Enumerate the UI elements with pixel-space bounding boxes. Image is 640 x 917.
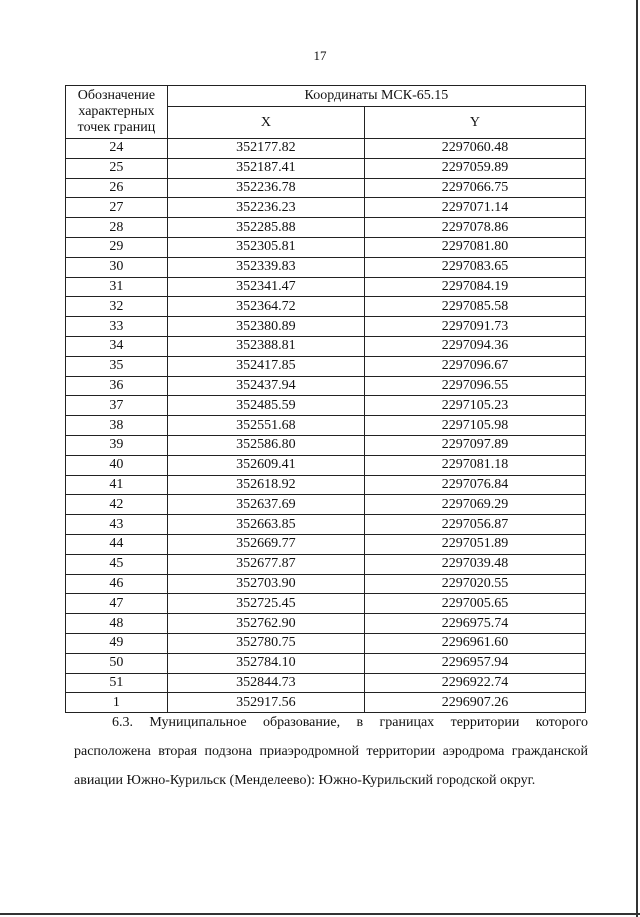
cell-x: 352485.59	[167, 396, 364, 416]
cell-y: 2297051.89	[364, 534, 585, 554]
cell-y: 2297105.98	[364, 416, 585, 436]
cell-x: 352364.72	[167, 297, 364, 317]
scan-edge-right	[636, 0, 638, 917]
cell-point: 27	[66, 198, 168, 218]
cell-x: 352236.78	[167, 178, 364, 198]
cell-x: 352703.90	[167, 574, 364, 594]
header-y: Y	[364, 107, 585, 139]
cell-x: 352669.77	[167, 534, 364, 554]
cell-point: 40	[66, 455, 168, 475]
cell-y: 2297105.23	[364, 396, 585, 416]
cell-point: 29	[66, 237, 168, 257]
table-row	[66, 317, 586, 337]
cell-y: 2297071.14	[364, 198, 585, 218]
table-row	[66, 614, 586, 634]
table-row	[66, 673, 586, 693]
cell-point: 30	[66, 257, 168, 277]
table-row	[66, 376, 586, 396]
cell-x: 352388.81	[167, 336, 364, 356]
table-row	[66, 574, 586, 594]
cell-y: 2297096.55	[364, 376, 585, 396]
table-row	[66, 495, 586, 515]
cell-x: 352417.85	[167, 356, 364, 376]
cell-point: 34	[66, 336, 168, 356]
cell-y: 2296961.60	[364, 633, 585, 653]
cell-y: 2296922.74	[364, 673, 585, 693]
table-row	[66, 594, 586, 614]
cell-y: 2297083.65	[364, 257, 585, 277]
cell-point: 41	[66, 475, 168, 495]
cell-point: 42	[66, 495, 168, 515]
cell-x: 352618.92	[167, 475, 364, 495]
cell-x: 352725.45	[167, 594, 364, 614]
table-row	[66, 455, 586, 475]
cell-x: 352551.68	[167, 416, 364, 436]
cell-x: 352285.88	[167, 218, 364, 238]
scan-edge-bottom	[0, 913, 640, 915]
cell-y: 2297094.36	[364, 336, 585, 356]
header-point-designation: Обозначение характерных точек границ	[66, 86, 168, 139]
cell-y: 2297085.58	[364, 297, 585, 317]
cell-y: 2296975.74	[364, 614, 585, 634]
table-row	[66, 416, 586, 436]
table-row	[66, 277, 586, 297]
cell-point: 35	[66, 356, 168, 376]
table-row	[66, 218, 586, 238]
cell-y: 2297084.19	[364, 277, 585, 297]
table-row	[66, 356, 586, 376]
cell-point: 33	[66, 317, 168, 337]
cell-y: 2296907.26	[364, 693, 585, 713]
cell-x: 352187.41	[167, 158, 364, 178]
cell-x: 352177.82	[167, 139, 364, 159]
cell-y: 2297069.29	[364, 495, 585, 515]
cell-point: 50	[66, 653, 168, 673]
table-row	[66, 396, 586, 416]
cell-point: 37	[66, 396, 168, 416]
cell-point: 26	[66, 178, 168, 198]
cell-x: 352784.10	[167, 653, 364, 673]
table-row	[66, 139, 586, 159]
cell-point: 28	[66, 218, 168, 238]
cell-y: 2297039.48	[364, 554, 585, 574]
cell-x: 352637.69	[167, 495, 364, 515]
table-row	[66, 554, 586, 574]
table-row	[66, 297, 586, 317]
cell-point: 39	[66, 435, 168, 455]
table-row	[66, 178, 586, 198]
cell-point: 36	[66, 376, 168, 396]
cell-x: 352437.94	[167, 376, 364, 396]
cell-y: 2297076.84	[364, 475, 585, 495]
cell-x: 352663.85	[167, 515, 364, 535]
cell-x: 352586.80	[167, 435, 364, 455]
table-row	[66, 257, 586, 277]
cell-point: 25	[66, 158, 168, 178]
cell-y: 2297097.89	[364, 435, 585, 455]
table-row	[66, 198, 586, 218]
table-row	[66, 435, 586, 455]
cell-x: 352609.41	[167, 455, 364, 475]
cell-point: 38	[66, 416, 168, 436]
cell-x: 352844.73	[167, 673, 364, 693]
cell-y: 2297060.48	[364, 139, 585, 159]
header-x: X	[167, 107, 364, 139]
cell-y: 2297056.87	[364, 515, 585, 535]
table-row	[66, 336, 586, 356]
cell-point: 31	[66, 277, 168, 297]
page-number: 17	[313, 48, 327, 63]
cell-point: 48	[66, 614, 168, 634]
cell-point: 32	[66, 297, 168, 317]
cell-y: 2297091.73	[364, 317, 585, 337]
cell-x: 352380.89	[167, 317, 364, 337]
cell-y: 2297096.67	[364, 356, 585, 376]
cell-point: 43	[66, 515, 168, 535]
cell-point: 51	[66, 673, 168, 693]
cell-x: 352762.90	[167, 614, 364, 634]
table-header-row	[66, 86, 586, 107]
table-row	[66, 633, 586, 653]
cell-x: 352341.47	[167, 277, 364, 297]
cell-y: 2296957.94	[364, 653, 585, 673]
cell-y: 2297081.80	[364, 237, 585, 257]
cell-y: 2297078.86	[364, 218, 585, 238]
table-row	[66, 534, 586, 554]
cell-x: 352917.56	[167, 693, 364, 713]
cell-point: 1	[66, 693, 168, 713]
table-row	[66, 158, 586, 178]
coordinates-table	[65, 85, 586, 713]
cell-point: 45	[66, 554, 168, 574]
cell-point: 46	[66, 574, 168, 594]
cell-x: 352339.83	[167, 257, 364, 277]
cell-x: 352305.81	[167, 237, 364, 257]
cell-point: 47	[66, 594, 168, 614]
table-row	[66, 515, 586, 535]
cell-x: 352677.87	[167, 554, 364, 574]
section-paragraph: 6.3. Муниципальное образование, в границах территории которого расположена вторая подзона приаэродромной территории аэродрома гражданской авиации Южно-Курильск (Менделеево): Южно-Курильский городской округ.	[74, 715, 588, 788]
cell-y: 2297066.75	[364, 178, 585, 198]
coordinates-table-body	[66, 86, 586, 713]
table-row	[66, 475, 586, 495]
table-row	[66, 653, 586, 673]
cell-x: 352780.75	[167, 633, 364, 653]
cell-point: 24	[66, 139, 168, 159]
cell-point: 44	[66, 534, 168, 554]
cell-x: 352236.23	[167, 198, 364, 218]
cell-y: 2297020.55	[364, 574, 585, 594]
table-row	[66, 237, 586, 257]
cell-y: 2297081.18	[364, 455, 585, 475]
header-coordinates-group: Координаты МСК-65.15	[167, 86, 585, 107]
cell-point: 49	[66, 633, 168, 653]
cell-y: 2297059.89	[364, 158, 585, 178]
cell-y: 2297005.65	[364, 594, 585, 614]
